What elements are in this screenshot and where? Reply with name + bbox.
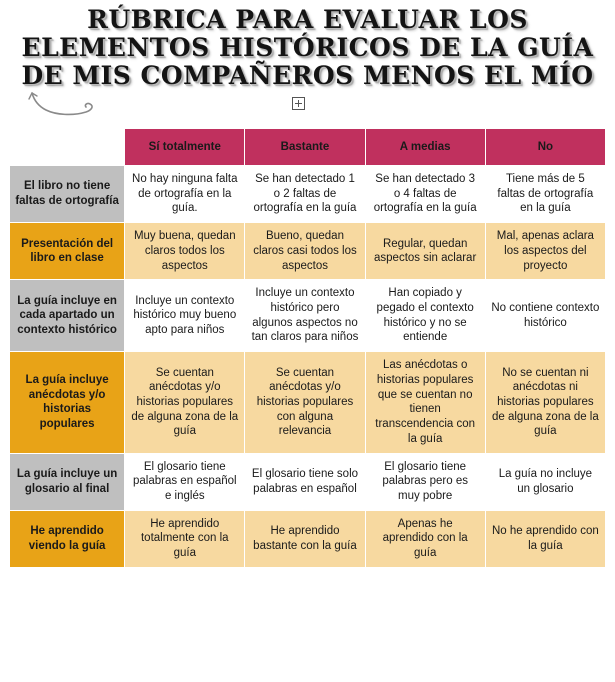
cell-4-3: La guía no incluye un glosario xyxy=(485,453,605,510)
plus-marker-icon[interactable] xyxy=(292,97,305,110)
cell-0-3: Tiene más de 5 faltas de ortografía en la guía xyxy=(485,166,605,223)
column-header-si-totalmente: Sí totalmente xyxy=(125,129,245,166)
cell-3-1: Se cuentan anécdotas y/o historias populares con alguna relevancia xyxy=(245,352,365,453)
criterion-glosario: La guía incluye un glosario al final xyxy=(10,453,125,510)
pen-scribble-icon xyxy=(28,90,108,124)
cell-2-1: Incluye un contexto histórico pero algunos aspectos no tan claros para niños xyxy=(245,280,365,352)
title-line-3: DE MIS COMPAÑEROS MENOS EL MÍO xyxy=(21,61,594,90)
cell-1-0: Muy buena, quedan claros todos los aspectos xyxy=(125,223,245,280)
cell-1-3: Mal, apenas aclara los aspectos del proyecto xyxy=(485,223,605,280)
cell-5-1: He aprendido bastante con la guía xyxy=(245,510,365,567)
annotation-row xyxy=(0,90,615,128)
cell-4-2: El glosario tiene palabras pero es muy pobre xyxy=(365,453,485,510)
cell-0-1: Se han detectado 1 o 2 faltas de ortografía en la guía xyxy=(245,166,365,223)
cell-5-3: No he aprendido con la guía xyxy=(485,510,605,567)
cell-1-1: Bueno, quedan claros casi todos los aspectos xyxy=(245,223,365,280)
criterion-anecdotas: La guía incluye anécdotas y/o historias populares xyxy=(10,352,125,453)
cell-0-0: No hay ninguna falta de ortografía en la guía. xyxy=(125,166,245,223)
cell-0-2: Se han detectado 3 o 4 faltas de ortografía en la guía xyxy=(365,166,485,223)
page-title xyxy=(0,0,615,90)
cell-2-3: No contiene contexto histórico xyxy=(485,280,605,352)
cell-4-0: El glosario tiene palabras en español e inglés xyxy=(125,453,245,510)
cell-2-0: Incluye un contexto histórico muy bueno apto para niños xyxy=(125,280,245,352)
table-header-row xyxy=(10,129,606,166)
criterion-he-aprendido: He aprendido viendo la guía xyxy=(10,510,125,567)
table-row xyxy=(10,453,606,510)
column-header-bastante: Bastante xyxy=(245,129,365,166)
cell-2-2: Han copiado y pegado el contexto histórico y no se entiende xyxy=(365,280,485,352)
table-row xyxy=(10,280,606,352)
cell-3-0: Se cuentan anécdotas y/o historias populares de alguna zona de la guía xyxy=(125,352,245,453)
rubric-table xyxy=(9,128,606,568)
cell-1-2: Regular, quedan aspectos sin aclarar xyxy=(365,223,485,280)
criterion-contexto-historico: La guía incluye en cada apartado un contexto histórico xyxy=(10,280,125,352)
table-row xyxy=(10,352,606,453)
table-row xyxy=(10,166,606,223)
cell-5-0: He aprendido totalmente con la guía xyxy=(125,510,245,567)
column-header-a-medias: A medias xyxy=(365,129,485,166)
cell-5-2: Apenas he aprendido con la guía xyxy=(365,510,485,567)
table-row xyxy=(10,223,606,280)
title-line-1: RÚBRICA PARA EVALUAR LOS xyxy=(87,5,528,34)
cell-3-2: Las anécdotas o historias populares que se cuentan no tienen transcendencia con la guía xyxy=(365,352,485,453)
criterion-presentacion: Presentación del libro en clase xyxy=(10,223,125,280)
title-line-2: ELEMENTOS HISTÓRICOS DE LA GUÍA xyxy=(21,33,594,62)
cell-4-1: El glosario tiene solo palabras en español xyxy=(245,453,365,510)
criterion-ortografia: El libro no tiene faltas de ortografía xyxy=(10,166,125,223)
table-corner-cell xyxy=(10,129,125,166)
column-header-no: No xyxy=(485,129,605,166)
table-row xyxy=(10,510,606,567)
cell-3-3: No se cuentan ni anécdotas ni historias populares de alguna zona de la guía xyxy=(485,352,605,453)
